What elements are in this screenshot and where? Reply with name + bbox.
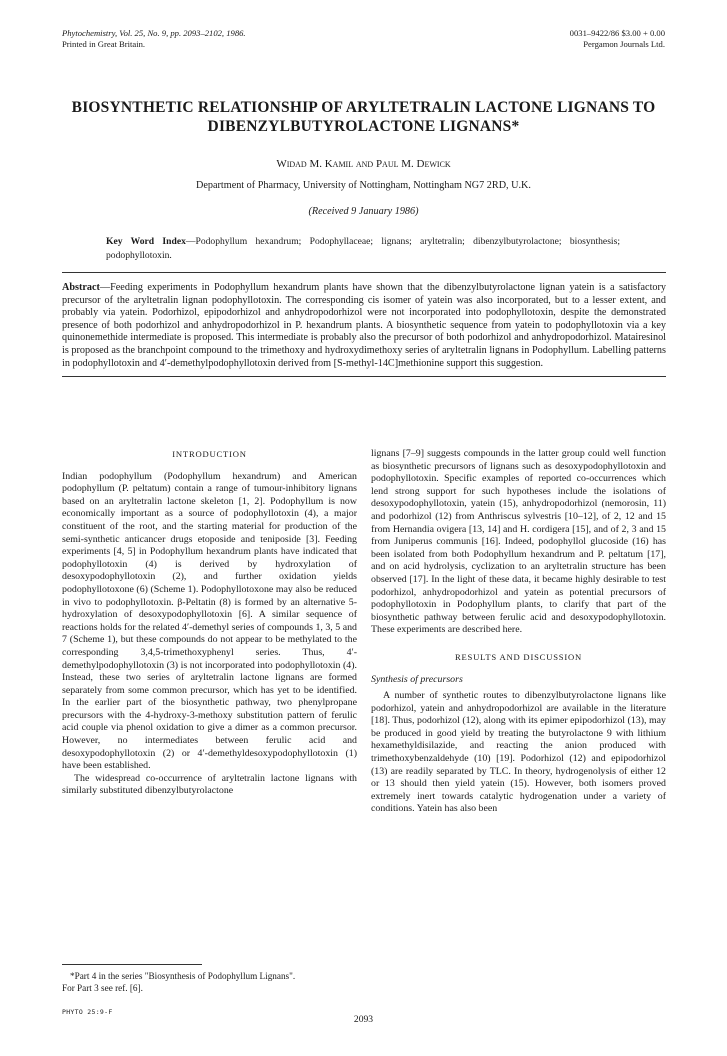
footnote-line: For Part 3 see ref. [6].	[62, 983, 143, 993]
publisher-info	[570, 28, 665, 50]
keywords-text: —Podophyllum hexandrum; Podophyllaceae; lignans; aryltetralin; dibenzylbutyrolactone; biosynthesis; podophyllotoxin.	[106, 236, 620, 261]
journal-citation-line: Phytochemistry, Vol. 25, No. 9, pp. 2093–2102, 1986.	[62, 28, 246, 38]
print-code: PHYTO 25:9-F	[62, 1008, 113, 1016]
synthesis-subheading: Synthesis of precursors	[371, 673, 463, 685]
affiliation: Department of Pharmacy, University of Nottingham, Nottingham NG7 2RD, U.K.	[196, 180, 531, 191]
abstract-block	[62, 282, 666, 370]
introduction-paragraph: The widespread co-occurrence of aryltetralin lactone lignans with similarly substituted dibenzylbutyrolactone	[62, 772, 357, 797]
journal-citation	[62, 28, 246, 50]
issn-price-line: 0031–9422/86 $3.00 + 0.00	[569, 28, 665, 38]
results-paragraph: A number of synthetic routes to dibenzylbutyrolactone lignans like podorhizol, yatein and anhydropodorhizol are available in the literature [18]. Thus, podorhizol (12), along with its epimer epipodorhizol (13), may be produced in good yield by treating the butyrolactone 9 with lithium hexamethyldisilazide, and reacting the anion produced with trimethoxybenzaldehyde (10) [19]. Podorhizol (12) and epipodorhizol (13) are readily separated by TLC. In theory, hydrogenolysis of either 12 or 13 should then yield yatein (15). However, both isomers proved extremely inert towards catalytic hydrogenation under a variety of conditions. Yatein has also been	[371, 690, 666, 815]
footnote-line: *Part 4 in the series "Biosynthesis of Podophyllum Lignans".	[70, 971, 296, 981]
abstract-bottom-rule	[62, 376, 666, 377]
abstract-label: Abstract	[62, 282, 100, 293]
printed-in-line: Printed in Great Britain.	[62, 39, 146, 49]
article-title: BIOSYNTHETIC RELATIONSHIP OF ARYLTETRALIN LACTONE LIGNANS TO DIBENZYLBUTYROLACTONE LIGNANS*	[71, 99, 656, 135]
footnote-rule	[62, 964, 202, 965]
left-column	[62, 448, 357, 798]
abstract-top-rule	[62, 272, 666, 273]
introduction-paragraph: Indian podophyllum (Podophyllum hexandrum) and American podophyllum (P. peltatum) contain a range of tumour-inhibitory lignans based on an aryltetralin lactone skeleton [1, 2]. Podophyllum is now economically important as a source of podophyllotoxin (4), a major constituent of the root, and the starting material for production of the semi-synthetic anticancer drugs etoposide and teniposide [3]. Feeding experiments [4, 5] in Podophyllum hexandrum plants have indicated that podophyllotoxin (4) is derived by hydroxylation of desoxypodophyllotoxin (2), and further oxidation yields podophyllotoxone (6) (Scheme 1). Podophyllotoxone may also be reduced in vivo to podophyllotoxin. β-Peltatin (8) is formed by an alternative 5-hydroxylation of desoxypodophyllotoxin [6]. A similar sequence of reactions holds for the related 4′-demethyl series of compounds 1, 3, 5 and 7 (Scheme 1), but these compounds do not appear to be methylated to the corresponding 3,4,5-trimethoxyphenyl series. Thus, 4′-demethylpodophyllotoxin (3) is not incorporated into podophyllotoxin (4). Instead, these two series of aryltetralin lactone lignans are formed separately from some common precursor, which has yet to be identified. In the earlier part of the biosynthetic pathway, two phenylpropane precursors with the 4-hydroxy-3-methoxy substitution pattern of ferulic acid couple via phenol oxidation to give a dimer as a common precursor. However, no intermediates between ferulic acid and desoxypodophyllotoxin (2) or 4′-demethyldesoxypodophyllotoxin (1) have been established.	[62, 470, 357, 772]
results-heading: RESULTS AND DISCUSSION	[454, 651, 583, 662]
right-column	[371, 448, 666, 816]
footnote	[62, 970, 357, 994]
introduction-paragraph: lignans [7–9] suggests compounds in the latter group could well function as biosynthetic precursors of lignans such as desoxypodophyllotoxin and podophyllotoxin. Specific examples of reported co-occurrences which lend strong support for such hypotheses include the isolations of desoxypodophyllotoxin, yatein (15), anhydropodorhizol (nemorosin, 11) and podorhizol (12) from Anthriscus sylvestris [10–12], of 2, 12 and 15 from Hernandia ovigera [13, 14] and H. cordigera [15], and of 2, 3 and 15 from Juniperus communis [16]. Indeed, podophyllol glucoside (16) has been isolated from both Podophyllum hexandrum and P. peltatum [17], and on acid hydrolysis, cyclization to an aryltetralin structure has been observed [17]. In the light of these data, it became highly desirable to test podorhizol, anhydropodorhizol and yatein as potential precursors of podophyllotoxin in Podophyllum plants, to clarify that part of the biosynthetic pathway between ferulic acid and desoxypodophyllotoxin. These experiments are described here.	[371, 448, 666, 636]
keywords-block	[106, 235, 620, 262]
page-number: 2093	[353, 1014, 374, 1025]
keywords-label: Key Word Index	[106, 236, 186, 247]
author-list: Widad M. Kamil and Paul M. Dewick	[276, 158, 451, 170]
abstract-text: —Feeding experiments in Podophyllum hexandrum plants have shown that the dibenzylbutyrolactone lignan yatein is a satisfactory precursor of the aryltetralin lignan podophyllotoxin. The corresponding cis isomer of yatein was also incorporated, but to a lesser extent, and probably via yatein. Podorhizol, epipodorhizol and anhydropodorhizol were not incorporated into podophyllotoxin, despite the demonstrated presence of both podorhizol and anhydropodorhizol in P. hexandrum plants. A biosynthetic sequence from yatein to podophyllotoxin via a key quinonemethide intermediate is proposed. This intermediate is probably also the precursor of both podorhizol and anhydropodorhizol. Matairesinol is proposed as the branchpoint compound to the trimethoxy and hydroxydimethoxy series of aryltetralin lignans in Podophyllum. Labelling patterns in podophyllotoxin and 4′-demethylpodophyllotoxin derived from [S-methyl-14C]methionine support this suggestion.	[62, 282, 666, 369]
publisher-line: Pergamon Journals Ltd.	[583, 39, 665, 49]
received-date: (Received 9 January 1986)	[308, 206, 419, 217]
introduction-heading: INTRODUCTION	[172, 449, 247, 459]
